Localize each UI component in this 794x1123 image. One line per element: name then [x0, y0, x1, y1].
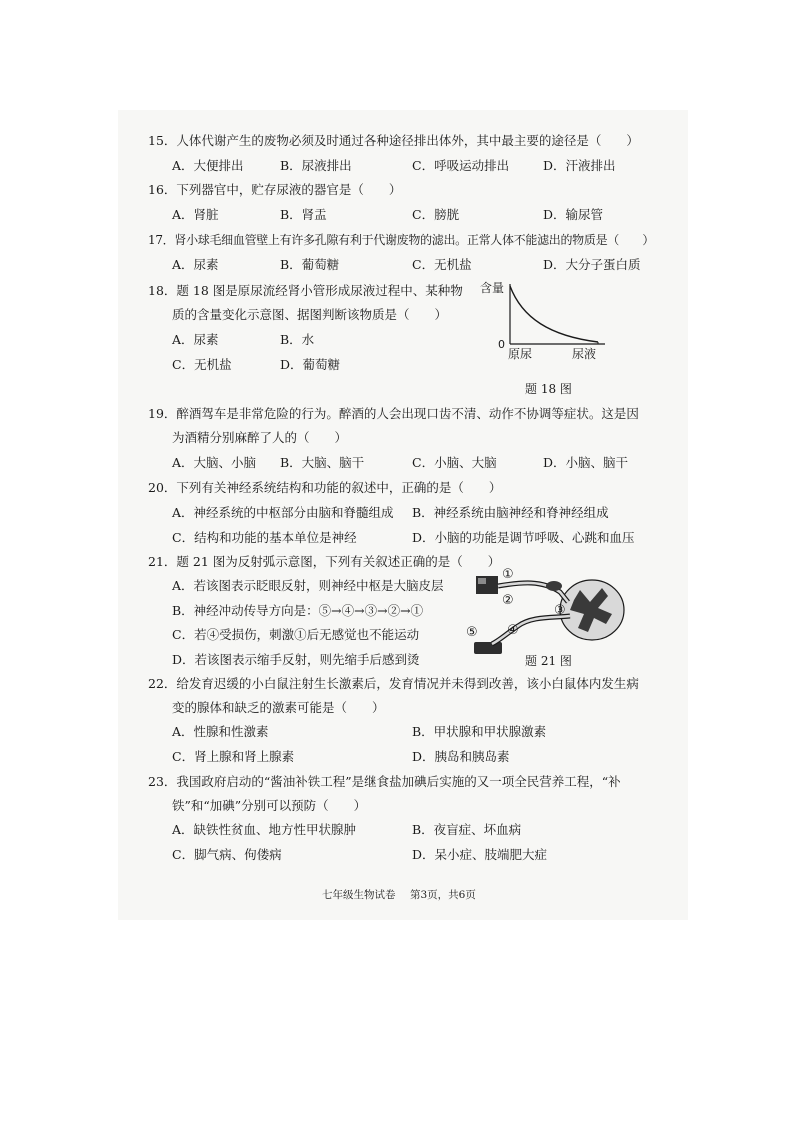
question-22-stem-line1: 22．给发育迟缓的小白鼠注射生长激素后，发育情况并未得到改善，该小白鼠体内发生病	[148, 676, 639, 691]
question-21-stem: 21．题 21 图为反射弧示意图，下列有关叙述正确的是（ ）	[148, 554, 501, 569]
question-15-option-c: C．呼吸运动排出	[412, 158, 510, 173]
figure-18-origin: 0	[498, 338, 505, 351]
question-18-stem-line1: 18．题 18 图是原尿流经肾小管形成尿液过程中、某种物	[148, 283, 463, 298]
question-16-option-a: A．肾脏	[172, 207, 219, 222]
question-18-option-a: A．尿素	[172, 332, 219, 347]
question-23-option-b: B．夜盲症、坏血病	[412, 822, 522, 837]
question-21-option-b: B．神经冲动传导方向是：⑤→④→③→②→①	[172, 603, 424, 618]
question-22-option-d: D．胰岛和胰岛素	[412, 749, 510, 764]
footer-subject: 七年级生物试卷	[322, 889, 396, 901]
figure-21-label-5: ⑤	[466, 625, 478, 640]
question-19-option-c: C．小脑、大脑	[412, 455, 497, 470]
figure-21-caption: 题 21 图	[525, 654, 572, 668]
figure-21-label-3: ③	[554, 603, 566, 618]
question-23-option-a: A．缺铁性贫血、地方性甲状腺肿	[172, 822, 357, 837]
question-23-stem-line2: 铁”和“加碘”分别可以预防（ ）	[172, 798, 367, 813]
question-19-option-d: D．小脑、脑干	[543, 455, 629, 470]
question-17-option-b: B．葡萄糖	[280, 257, 340, 272]
question-23-option-c: C．脚气病、佝偻病	[172, 847, 282, 862]
question-21-option-a: A．若该图表示眨眼反射，则神经中枢是大脑皮层	[172, 578, 444, 593]
figure-21-ganglion	[546, 581, 562, 591]
question-19-option-a: A．大脑、小脑	[172, 455, 257, 470]
question-18-option-d: D．葡萄糖	[280, 357, 341, 372]
figure-21-label-4: ④	[507, 623, 519, 638]
figure-21-effector-block	[474, 642, 502, 654]
figure-18-caption: 题 18 图	[525, 382, 572, 396]
question-21-option-c: C．若④受损伤，刺激①后无感觉也不能运动	[172, 627, 420, 642]
question-22-option-c: C．肾上腺和肾上腺素	[172, 749, 295, 764]
question-16-option-b: B．肾盂	[280, 207, 327, 222]
question-18-option-c: C．无机盐	[172, 357, 232, 372]
footer-page-number: 第3页，共6页	[410, 889, 476, 901]
question-16-option-c: C．膀胱	[412, 207, 460, 222]
question-18-stem-line2: 质的含量变化示意图、据图判断该物质是（ ）	[172, 307, 448, 322]
question-15-stem: 15．人体代谢产生的废物必须及时通过各种途径排出体外，其中最主要的途径是（ ）	[148, 133, 639, 148]
question-22-option-a: A．性腺和性激素	[172, 724, 269, 739]
question-15-option-a: A．大便排出	[172, 158, 244, 173]
question-15-option-d: D．汗液排出	[543, 158, 616, 173]
question-18-option-b: B．水	[280, 332, 315, 347]
question-16-option-d: D．输尿管	[543, 207, 604, 222]
figure-18-y-label: 含量	[480, 281, 505, 295]
question-23-option-d: D．呆小症、肢端肥大症	[412, 847, 548, 862]
figure-18-graph	[470, 278, 620, 378]
question-20-option-c: C．结构和功能的基本单位是神经	[172, 530, 357, 545]
question-21-option-d: D．若该图表示缩手反射，则先缩手后感到烫	[172, 652, 420, 667]
question-16-stem: 16．下列器官中，贮存尿液的器官是（ ）	[148, 182, 402, 197]
figure-21-reflex-arc	[462, 562, 637, 662]
question-15-option-b: B．尿液排出	[280, 158, 352, 173]
figure-18-x-end-label: 尿液	[572, 347, 597, 361]
question-22-option-b: B．甲状腺和甲状腺激素	[412, 724, 547, 739]
question-20-option-d: D．小脑的功能是调节呼吸、心跳和血压	[412, 530, 635, 545]
question-19-option-b: B．大脑、脑干	[280, 455, 365, 470]
question-17-option-a: A．尿素	[172, 257, 219, 272]
figure-18-curve	[510, 286, 598, 342]
question-17-option-d: D．大分子蛋白质	[543, 257, 641, 272]
question-20-stem: 20．下列有关神经系统结构和功能的叙述中，正确的是（ ）	[148, 480, 502, 495]
question-19-stem-line2: 为酒精分别麻醉了人的（ ）	[172, 430, 348, 445]
question-20-option-b: B．神经系统由脑神经和脊神经组成	[412, 505, 609, 520]
question-20-option-a: A．神经系统的中枢部分由脑和脊髓组成	[172, 505, 394, 520]
figure-21-label-1: ①	[502, 567, 514, 582]
question-23-stem-line1: 23．我国政府启动的“酱油补铁工程”是继食盐加碘后实施的又一项全民营养工程，“补	[148, 774, 621, 789]
question-19-stem-line1: 19．醉酒驾车是非常危险的行为。醉酒的人会出现口齿不清、动作不协调等症状。这是因	[148, 406, 639, 421]
figure-21-label-2: ②	[502, 593, 514, 608]
question-17-option-c: C．无机盐	[412, 257, 472, 272]
question-17-stem: 17．肾小球毛细血管壁上有许多孔隙有利于代谢废物的滤出。正常人体不能滤出的物质是（ ）	[148, 233, 655, 247]
question-22-stem-line2: 变的腺体和缺乏的激素可能是（ ）	[172, 700, 385, 715]
figure-18-x-start-label: 原尿	[508, 347, 533, 361]
